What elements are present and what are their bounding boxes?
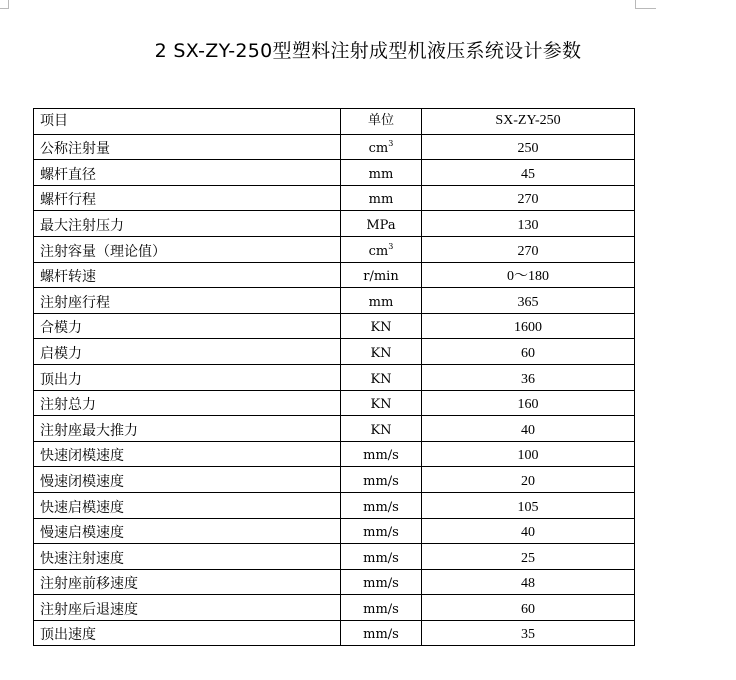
- page-corner-mark-left: [0, 0, 9, 9]
- row-value: 0～180: [422, 262, 635, 288]
- row-value: 45: [422, 160, 635, 186]
- header-model: SX-ZY-250: [422, 109, 635, 135]
- row-item: 快速闭模速度: [34, 441, 341, 467]
- row-value: 365: [422, 288, 635, 314]
- row-unit: KN: [370, 397, 392, 413]
- row-unit-cell: [341, 185, 422, 211]
- row-unit: KN: [370, 320, 392, 336]
- row-value: 270: [422, 236, 635, 262]
- row-item: 注射总力: [34, 390, 341, 416]
- row-value: 250: [422, 134, 635, 160]
- row-item: 启模力: [34, 339, 341, 365]
- row-value: 60: [422, 339, 635, 365]
- table-row: [34, 236, 635, 262]
- table-row: [34, 288, 635, 314]
- row-unit-superscript: 3: [388, 139, 394, 149]
- row-unit: mm: [368, 294, 394, 310]
- table-row: [34, 544, 635, 570]
- row-item: 注射容量（理论值）: [34, 236, 341, 262]
- row-unit: mm/s: [363, 525, 399, 541]
- table-row: [34, 595, 635, 621]
- row-unit-cell: [341, 544, 422, 570]
- row-item: 顶出力: [34, 364, 341, 390]
- row-unit: mm: [368, 166, 394, 182]
- row-unit: mm/s: [363, 627, 399, 643]
- table-row: [34, 441, 635, 467]
- table-row: [34, 492, 635, 518]
- row-unit: mm/s: [363, 576, 399, 592]
- table-row: [34, 390, 635, 416]
- row-unit-cell: [341, 492, 422, 518]
- row-item: 快速启模速度: [34, 492, 341, 518]
- row-unit: mm/s: [363, 448, 399, 464]
- row-unit-cell: [341, 288, 422, 314]
- row-value: 60: [422, 595, 635, 621]
- row-item: 公称注射量: [34, 134, 341, 160]
- row-item: 注射座行程: [34, 288, 341, 314]
- row-item: 螺杆行程: [34, 185, 341, 211]
- row-value: 105: [422, 492, 635, 518]
- row-unit-cell: [341, 339, 422, 365]
- table-row: [34, 467, 635, 493]
- row-item: 注射座最大推力: [34, 416, 341, 442]
- row-value: 40: [422, 518, 635, 544]
- table-row: [34, 416, 635, 442]
- row-unit: cm: [368, 243, 389, 259]
- table-row: [34, 211, 635, 237]
- row-unit-cell: [341, 467, 422, 493]
- row-value: 48: [422, 569, 635, 595]
- row-unit-cell: [341, 134, 422, 160]
- row-unit: cm: [368, 141, 389, 157]
- table-row: [34, 364, 635, 390]
- row-unit: MPa: [366, 217, 396, 233]
- header-unit: 单位: [341, 109, 422, 135]
- table-row: [34, 262, 635, 288]
- table-row: [34, 185, 635, 211]
- row-unit-cell: [341, 211, 422, 237]
- row-unit-cell: [341, 620, 422, 646]
- row-value: 40: [422, 416, 635, 442]
- table-row: [34, 569, 635, 595]
- table-header-row: [34, 109, 635, 135]
- row-item: 慢速启模速度: [34, 518, 341, 544]
- row-value: 1600: [422, 313, 635, 339]
- table-row: [34, 339, 635, 365]
- row-value: 160: [422, 390, 635, 416]
- row-unit: KN: [370, 371, 392, 387]
- row-unit: mm/s: [363, 499, 399, 515]
- row-item: 合模力: [34, 313, 341, 339]
- row-value: 35: [422, 620, 635, 646]
- row-unit-superscript: 3: [388, 241, 394, 251]
- row-item: 最大注射压力: [34, 211, 341, 237]
- document-title: 2 SX-ZY-250型塑料注射成型机液压系统设计参数: [154, 40, 582, 62]
- row-value: 270: [422, 185, 635, 211]
- row-unit: mm/s: [363, 601, 399, 617]
- row-item: 注射座前移速度: [34, 569, 341, 595]
- row-unit-cell: [341, 416, 422, 442]
- row-value: 130: [422, 211, 635, 237]
- table-row: [34, 620, 635, 646]
- row-unit-cell: [341, 390, 422, 416]
- row-value: 36: [422, 364, 635, 390]
- row-unit: KN: [370, 422, 392, 438]
- row-item: 快速注射速度: [34, 544, 341, 570]
- row-item: 螺杆转速: [34, 262, 341, 288]
- row-unit: mm/s: [363, 473, 399, 489]
- row-value: 25: [422, 544, 635, 570]
- row-unit-cell: [341, 441, 422, 467]
- row-unit: mm/s: [363, 550, 399, 566]
- row-item: 注射座后退速度: [34, 595, 341, 621]
- row-item: 螺杆直径: [34, 160, 341, 186]
- page-corner-mark-right: [635, 0, 656, 9]
- row-unit-cell: [341, 313, 422, 339]
- parameters-table: [33, 108, 635, 646]
- row-unit-cell: [341, 595, 422, 621]
- row-unit-cell: [341, 518, 422, 544]
- row-unit-cell: [341, 262, 422, 288]
- row-unit-cell: [341, 364, 422, 390]
- row-unit: mm: [368, 192, 394, 208]
- row-unit: r/min: [363, 269, 399, 285]
- table-row: [34, 313, 635, 339]
- row-unit-cell: [341, 569, 422, 595]
- table-row: [34, 160, 635, 186]
- row-unit: KN: [370, 345, 392, 361]
- row-value: 100: [422, 441, 635, 467]
- row-unit-cell: [341, 236, 422, 262]
- table-row: [34, 518, 635, 544]
- row-value: 20: [422, 467, 635, 493]
- row-unit-cell: [341, 160, 422, 186]
- header-item: 项目: [34, 109, 341, 135]
- row-item: 慢速闭模速度: [34, 467, 341, 493]
- row-item: 顶出速度: [34, 620, 341, 646]
- table-row: [34, 134, 635, 160]
